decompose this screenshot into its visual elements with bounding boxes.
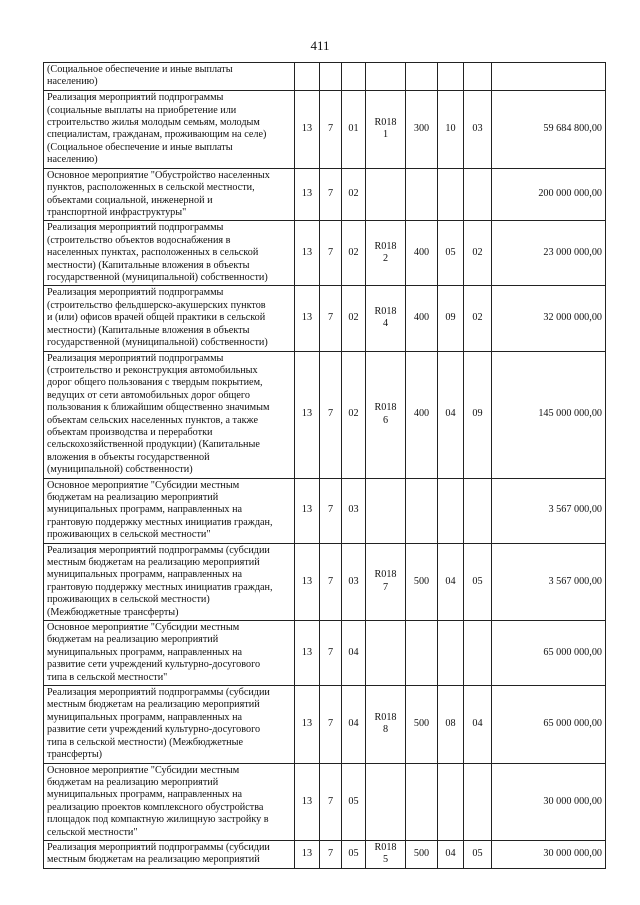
table-row: [44, 621, 606, 686]
code-cell-c6: [438, 478, 464, 543]
cell-line: проживающих в сельской местности": [47, 529, 211, 541]
cell-line: пунктов, расположенных в сельской местности,: [47, 182, 255, 194]
code-cell-c7: 02: [464, 221, 492, 286]
code-cell-c3: 03: [342, 543, 366, 620]
code-cell-c7: 05: [464, 543, 492, 620]
cell-line: муниципальных программ, направленных на: [47, 569, 243, 581]
cell-line: муниципальных программ, направленных на: [47, 711, 243, 723]
cell-line: 8: [382, 724, 389, 736]
code-cell-c2: 7: [320, 621, 342, 686]
code-cell-c4: [366, 686, 406, 763]
cell-line: R018: [374, 569, 397, 581]
cell-line: Реализация мероприятий подпрограммы (субсидии: [47, 842, 270, 854]
cell-line: Реализация мероприятий подпрограммы (субсидии: [47, 544, 270, 556]
page-number: 411: [310, 38, 330, 53]
code-cell-c2: 7: [320, 840, 342, 868]
table-row: [44, 478, 606, 543]
table-row: [44, 763, 606, 840]
code-cell-c1: 13: [295, 621, 320, 686]
name-cell: [44, 840, 295, 868]
name-cell: [44, 478, 295, 543]
cell-line: (Социальное обеспечение и иные выплаты: [47, 64, 233, 75]
code-cell-c7: 03: [464, 90, 492, 168]
cell-line: Реализация мероприятий подпрограммы: [47, 222, 224, 234]
cell-line: типа в сельской местности) (Межбюджетные: [47, 736, 243, 748]
name-cell: [44, 63, 295, 91]
name-cell: [44, 168, 295, 221]
code-cell-c7: [464, 621, 492, 686]
cell-line: Основное мероприятие "Субсидии местным: [47, 479, 240, 491]
cell-line: дорог общего пользования с твердым покрытием,: [47, 377, 263, 389]
cell-line: бюджетам на реализацию мероприятий: [47, 634, 219, 646]
cell-line: 2: [382, 253, 389, 265]
amount-cell: 23 000 000,00: [492, 221, 606, 286]
code-cell-c3: 05: [342, 840, 366, 868]
table-row: [44, 286, 606, 351]
code-cell-c2: 7: [320, 90, 342, 168]
cell-line: населению): [47, 76, 98, 88]
cell-line: 7: [382, 581, 389, 593]
table-body: [44, 63, 606, 869]
code-cell-c1: 13: [295, 478, 320, 543]
cell-line: Основное мероприятие "Субсидии местным: [47, 622, 240, 634]
code-cell-c7: 05: [464, 840, 492, 868]
cell-line: 6: [382, 414, 389, 426]
code-cell-c5: 400: [406, 286, 438, 351]
code-cell-c6: 10: [438, 90, 464, 168]
code-cell-c6: 09: [438, 286, 464, 351]
code-cell-c2: 7: [320, 686, 342, 763]
code-cell-c2: 7: [320, 543, 342, 620]
name-cell: [44, 351, 295, 478]
code-cell-c7: [464, 168, 492, 221]
cell-line: (Межбюджетные трансферты): [47, 606, 179, 618]
name-cell: [44, 90, 295, 168]
name-cell: [44, 543, 295, 620]
cell-line: пользования к ближайшим общественно значимым: [47, 402, 270, 414]
cell-line: R018: [374, 116, 397, 128]
code-cell-c3: 04: [342, 621, 366, 686]
cell-line: трансферты): [47, 749, 103, 761]
cell-line: населенных пунктах, расположенных в сельской: [47, 247, 259, 259]
code-cell-c3: 02: [342, 286, 366, 351]
cell-line: 5: [382, 854, 389, 866]
cell-line: сельскохозяйственной продукции) (Капитальные: [47, 439, 260, 451]
code-cell-c4: [366, 63, 406, 91]
code-cell-c4: [366, 168, 406, 221]
code-cell-c3: 04: [342, 686, 366, 763]
code-cell-c1: 13: [295, 840, 320, 868]
cell-line: сельской местности": [47, 826, 138, 838]
cell-line: объектами социальной, инженерной и: [47, 194, 213, 206]
cell-line: и (или) офисов врачей общей практики в сельской: [47, 312, 266, 324]
code-cell-c4: [366, 763, 406, 840]
cell-line: R018: [374, 402, 397, 414]
cell-line: Основное мероприятие "Обустройство населенных: [47, 169, 270, 181]
code-cell-c2: 7: [320, 221, 342, 286]
table-row: [44, 543, 606, 620]
name-cell: [44, 286, 295, 351]
cell-line: (муниципальной) собственности): [47, 464, 193, 476]
code-cell-c5: [406, 763, 438, 840]
cell-line: Реализация мероприятий подпрограммы: [47, 352, 224, 364]
cell-line: государственной (муниципальной) собственности): [47, 337, 268, 349]
code-cell-c5: [406, 63, 438, 91]
code-cell-c4: [366, 286, 406, 351]
cell-line: специалистам, гражданам, проживающим на селе): [47, 129, 267, 141]
cell-line: вложения в объекты государственной: [47, 451, 210, 463]
code-cell-c4: [366, 90, 406, 168]
code-cell-c6: [438, 763, 464, 840]
cell-line: (социальные выплаты на приобретение или: [47, 104, 237, 116]
cell-line: R018: [374, 241, 397, 253]
cell-line: R018: [374, 711, 397, 723]
code-cell-c3: [342, 63, 366, 91]
code-cell-c5: 500: [406, 686, 438, 763]
code-cell-c7: 04: [464, 686, 492, 763]
cell-line: объектам сельских населенных пунктов, а также: [47, 414, 258, 426]
amount-cell: 65 000 000,00: [492, 621, 606, 686]
cell-line: государственной (муниципальной) собственности): [47, 272, 268, 284]
table-row: [44, 63, 606, 91]
cell-line: (строительство и реконструкция автомобильных: [47, 364, 258, 376]
amount-cell: 30 000 000,00: [492, 763, 606, 840]
code-cell-c3: 02: [342, 351, 366, 478]
table-row: [44, 840, 606, 868]
cell-line: бюджетам на реализацию мероприятий: [47, 491, 219, 503]
code-cell-c5: 300: [406, 90, 438, 168]
table-row: [44, 90, 606, 168]
cell-line: населению): [47, 154, 98, 166]
cell-line: типа в сельской местности": [47, 671, 168, 683]
cell-line: проживающих в сельской местности): [47, 594, 210, 606]
code-cell-c7: [464, 763, 492, 840]
code-cell-c7: [464, 478, 492, 543]
code-cell-c5: 500: [406, 840, 438, 868]
code-cell-c4: [366, 840, 406, 868]
cell-line: развитие сети учреждений культурно-досугового: [47, 659, 261, 671]
budget-table: [43, 62, 606, 869]
cell-line: Реализация мероприятий подпрограммы: [47, 92, 224, 104]
cell-line: 4: [382, 318, 389, 330]
code-cell-c1: 13: [295, 168, 320, 221]
table-row: [44, 221, 606, 286]
amount-cell: [492, 63, 606, 91]
code-cell-c7: 02: [464, 286, 492, 351]
amount-cell: 3 567 000,00: [492, 478, 606, 543]
code-cell-c7: 09: [464, 351, 492, 478]
code-cell-c1: 13: [295, 351, 320, 478]
cell-line: Основное мероприятие "Субсидии местным: [47, 764, 240, 776]
amount-cell: 59 684 800,00: [492, 90, 606, 168]
code-cell-c6: [438, 621, 464, 686]
name-cell: [44, 686, 295, 763]
code-cell-c6: [438, 168, 464, 221]
code-cell-c5: [406, 621, 438, 686]
code-cell-c3: 05: [342, 763, 366, 840]
cell-line: местным бюджетам на реализацию мероприятий: [47, 699, 260, 711]
code-cell-c6: 04: [438, 543, 464, 620]
cell-line: грантовую поддержку местных инициатив граждан,: [47, 516, 273, 528]
code-cell-c6: 04: [438, 840, 464, 868]
cell-line: грантовую поддержку местных инициатив граждан,: [47, 581, 273, 593]
code-cell-c5: 400: [406, 221, 438, 286]
code-cell-c3: 03: [342, 478, 366, 543]
cell-line: муниципальных программ, направленных на: [47, 504, 243, 516]
amount-cell: 30 000 000,00: [492, 840, 606, 868]
code-cell-c4: [366, 221, 406, 286]
cell-line: Реализация мероприятий подпрограммы (субсидии: [47, 687, 270, 699]
cell-line: ведущих от сети автомобильных дорог общего: [47, 389, 250, 401]
code-cell-c2: 7: [320, 286, 342, 351]
cell-line: 1: [382, 129, 389, 141]
cell-line: (строительство объектов водоснабжения в: [47, 234, 231, 246]
code-cell-c2: 7: [320, 763, 342, 840]
cell-line: площадок под компактную жилищную застройку в: [47, 814, 269, 826]
cell-line: R018: [374, 842, 397, 854]
code-cell-c5: [406, 168, 438, 221]
code-cell-c6: 04: [438, 351, 464, 478]
code-cell-c6: [438, 63, 464, 91]
cell-line: развитие сети учреждений культурно-досугового: [47, 724, 261, 736]
amount-cell: 32 000 000,00: [492, 286, 606, 351]
code-cell-c1: 13: [295, 221, 320, 286]
code-cell-c6: 05: [438, 221, 464, 286]
cell-line: (Социальное обеспечение и иные выплаты: [47, 141, 233, 153]
cell-line: (строительство фельдшерско-акушерских пунктов: [47, 299, 266, 311]
cell-line: строительство жилья молодым семьям, молодым: [47, 116, 260, 128]
cell-line: Реализация мероприятий подпрограммы: [47, 287, 224, 299]
code-cell-c3: 02: [342, 168, 366, 221]
code-cell-c2: 7: [320, 351, 342, 478]
name-cell: [44, 621, 295, 686]
cell-line: местности) (Капитальные вложения в объекты: [47, 324, 250, 336]
amount-cell: 3 567 000,00: [492, 543, 606, 620]
table-row: [44, 168, 606, 221]
cell-line: местным бюджетам на реализацию мероприятий: [47, 854, 260, 866]
code-cell-c1: 13: [295, 686, 320, 763]
code-cell-c4: [366, 621, 406, 686]
code-cell-c2: [320, 63, 342, 91]
name-cell: [44, 221, 295, 286]
code-cell-c3: 01: [342, 90, 366, 168]
cell-line: местным бюджетам на реализацию мероприятий: [47, 557, 260, 568]
code-cell-c5: 500: [406, 543, 438, 620]
code-cell-c1: 13: [295, 286, 320, 351]
code-cell-c1: 13: [295, 90, 320, 168]
code-cell-c2: 7: [320, 478, 342, 543]
code-cell-c1: 13: [295, 763, 320, 840]
cell-line: муниципальных программ, направленных на: [47, 646, 243, 658]
cell-line: муниципальных программ, направленных на: [47, 789, 243, 801]
code-cell-c6: 08: [438, 686, 464, 763]
code-cell-c5: [406, 478, 438, 543]
cell-line: транспортной инфраструктуры": [47, 207, 187, 219]
code-cell-c4: [366, 351, 406, 478]
table-row: [44, 686, 606, 763]
amount-cell: 145 000 000,00: [492, 351, 606, 478]
code-cell-c3: 02: [342, 221, 366, 286]
amount-cell: 200 000 000,00: [492, 168, 606, 221]
cell-line: местности) (Капитальные вложения в объекты: [47, 259, 250, 271]
code-cell-c1: [295, 63, 320, 91]
code-cell-c4: [366, 478, 406, 543]
amount-cell: 65 000 000,00: [492, 686, 606, 763]
table-row: [44, 351, 606, 478]
cell-line: реализацию проектов комплексного обустройства: [47, 801, 264, 813]
code-cell-c4: [366, 543, 406, 620]
code-cell-c5: 400: [406, 351, 438, 478]
cell-line: R018: [374, 306, 397, 318]
cell-line: бюджетам на реализацию мероприятий: [47, 776, 219, 788]
code-cell-c7: [464, 63, 492, 91]
code-cell-c1: 13: [295, 543, 320, 620]
cell-line: объектам производства и переработки: [47, 426, 213, 438]
code-cell-c2: 7: [320, 168, 342, 221]
name-cell: [44, 763, 295, 840]
